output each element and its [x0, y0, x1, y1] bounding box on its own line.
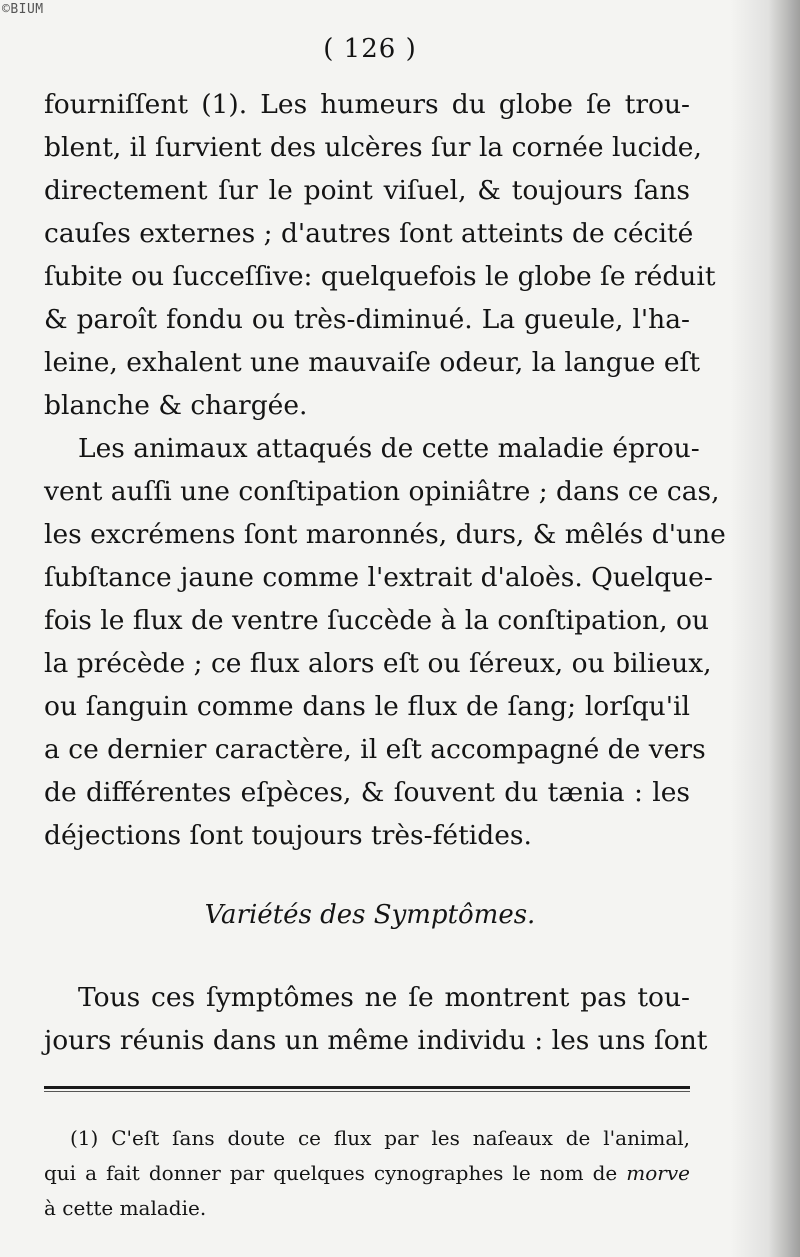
- text-line: blent, il ſurvient des ulcères ſur la cornée lucide,: [44, 132, 702, 163]
- footnote-italic-word: morve: [626, 1161, 690, 1185]
- text-line: & paroît fondu ou très-diminué. La gueule, l'ha-: [44, 304, 690, 335]
- footnote-text: qui a fait donner par quelques cynographes le nom de: [44, 1161, 618, 1185]
- page-number: ( 126 ): [323, 34, 417, 64]
- text-line: directement ſur le point viſuel, & toujours ſans: [44, 175, 690, 206]
- footnote-line: [44, 1161, 690, 1185]
- text-line: déjections ſont toujours très-fétides.: [44, 820, 532, 851]
- text-line: jours réunis dans un même individu : les uns ſont: [44, 1025, 708, 1056]
- section-heading: Variétés des Symptômes.: [204, 900, 536, 930]
- text-line: fourniſſent (1). Les humeurs du globe ſe trou-: [44, 89, 690, 120]
- text-line: a ce dernier caractère, il eſt accompagné de vers: [44, 734, 706, 765]
- text-line: ſubſtance jaune comme l'extrait d'aloès. Quelque-: [44, 562, 713, 593]
- text-line: la précède ; ce flux alors eſt ou ſéreux, ou bilieux,: [44, 648, 712, 679]
- text-line: blanche & chargée.: [44, 390, 308, 421]
- text-line: Les animaux attaqués de cette maladie éprou-: [78, 433, 700, 464]
- text-line: ſubite ou ſucceſſive: quelquefois le globe ſe réduit: [44, 261, 716, 292]
- text-line: leine, exhalent une mauvaiſe odeur, la langue eſt: [44, 347, 701, 378]
- footnote-rule: [44, 1086, 690, 1089]
- footnote-line: (1) C'eſt ſans doute ce flux par les naſeaux de l'animal,: [70, 1126, 690, 1150]
- text-line: les excrémens ſont maronnés, durs, & mêlés d'une: [44, 519, 726, 550]
- footnote-rule-thin: [44, 1091, 690, 1092]
- watermark: ©BIUM: [2, 2, 44, 17]
- text-line: cauſes externes ; d'autres ſont atteints de cécité: [44, 218, 694, 249]
- text-line: vent auſſi une conſtipation opiniâtre ; dans ce cas,: [44, 476, 720, 507]
- footnote-line: à cette maladie.: [44, 1196, 207, 1220]
- text-line: de différentes eſpèces, & ſouvent du tænia : les: [44, 777, 690, 808]
- text-line: fois le flux de ventre ſuccède à la conſtipation, ou: [44, 605, 709, 636]
- text-line: ou ſanguin comme dans le flux de ſang; lorſqu'il: [44, 691, 690, 722]
- page-edge-shadow: [730, 0, 800, 1257]
- text-line: Tous ces ſymptômes ne ſe montrent pas tou-: [78, 982, 690, 1013]
